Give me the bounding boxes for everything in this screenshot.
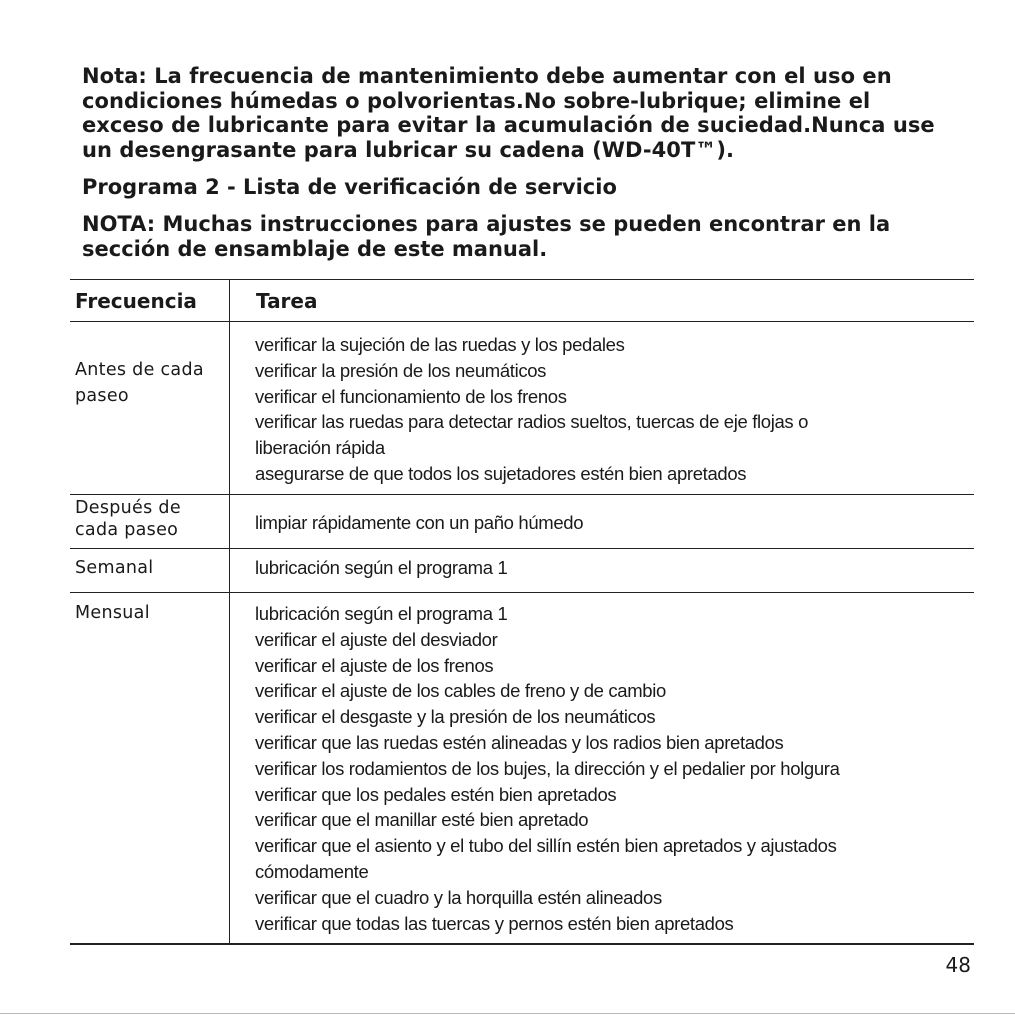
task-list bbox=[255, 601, 955, 936]
task-item: verificar el ajuste del desviador bbox=[255, 628, 498, 650]
frequency-line: paseo bbox=[75, 385, 129, 406]
page-bottom-rule bbox=[0, 1013, 1015, 1014]
task-item: verificar los rodamientos de los bujes, la dirección y el pedalier por holgura bbox=[255, 757, 840, 779]
task-item: verificar la sujeción de las ruedas y los pedales bbox=[255, 334, 625, 355]
frequency-cell bbox=[75, 601, 150, 627]
task-item: verificar que el cuadro y la horquilla estén alineados bbox=[255, 886, 662, 908]
table-bottom-rule bbox=[70, 943, 974, 945]
row-divider bbox=[70, 548, 974, 549]
task-item: asegurarse de que todos los sujetadores estén bien apretados bbox=[255, 462, 747, 484]
frequency-cell bbox=[75, 556, 153, 582]
row-divider bbox=[70, 494, 974, 495]
task-item: verificar que el asiento y el tubo del sillín estén bien apretados y ajustados bbox=[255, 835, 837, 857]
task-item: verificar el funcionamiento de los frenos bbox=[255, 385, 567, 407]
page-number: 48 bbox=[945, 953, 971, 977]
task-column-header: Tarea bbox=[256, 289, 318, 313]
task-item: verificar que las ruedas estén alineadas y los radios bien apretados bbox=[255, 731, 784, 753]
frequency-column-header: Frecuencia bbox=[75, 289, 197, 313]
task-item: verificar que todas las tuercas y pernos estén bien apretados bbox=[255, 912, 734, 934]
frequency-line: Semanal bbox=[75, 558, 154, 578]
task-item: verificar el ajuste de los frenos bbox=[255, 654, 494, 676]
task-list bbox=[255, 332, 955, 487]
task-item: liberación rápida bbox=[255, 437, 385, 459]
task-item: verificar que el manillar esté bien apretado bbox=[255, 809, 589, 831]
task-list bbox=[255, 555, 955, 581]
adjustments-note: NOTA: Muchas instrucciones para ajustes se pueden encontrar en la sección de ensamblaje de este manual. bbox=[82, 212, 891, 261]
task-item: verificar el desgaste y la presión de los neumáticos bbox=[255, 706, 656, 728]
frequency-line: Después de bbox=[75, 498, 181, 518]
task-item: lubricación según el programa 1 bbox=[255, 557, 508, 578]
frequency-cell bbox=[75, 358, 204, 409]
schedule-heading: Programa 2 - Lista de verificación de servicio bbox=[82, 175, 617, 199]
task-list bbox=[255, 510, 955, 536]
frequency-line: Antes de cada bbox=[75, 360, 204, 380]
row-divider bbox=[70, 592, 974, 593]
table-top-rule bbox=[70, 279, 974, 280]
maintenance-note: Nota: La frecuencia de mantenimiento debe aumentar con el uso en condiciones húmedas o polvorientas.No sobre-lubrique; elimine el exceso de lubricante para evitar la acumulación de suciedad.Nunca use un desengrasante para lubricar su cadena (WD-40T™). bbox=[82, 64, 935, 162]
frequency-line: cada paseo bbox=[75, 520, 179, 540]
task-item: limpiar rápidamente con un paño húmedo bbox=[255, 512, 584, 533]
header-bottom-rule bbox=[70, 321, 974, 322]
task-item: cómodamente bbox=[255, 860, 369, 882]
task-item: verificar el ajuste de los cables de freno y de cambio bbox=[255, 680, 666, 702]
frequency-cell bbox=[75, 497, 181, 541]
task-item: verificar la presión de los neumáticos bbox=[255, 359, 547, 381]
task-item: lubricación según el programa 1 bbox=[255, 603, 508, 624]
frequency-line: Mensual bbox=[75, 603, 150, 623]
task-item: verificar las ruedas para detectar radios sueltos, tuercas de eje flojas o bbox=[255, 411, 809, 433]
task-item: verificar que los pedales estén bien apretados bbox=[255, 783, 617, 805]
column-divider bbox=[229, 280, 230, 944]
